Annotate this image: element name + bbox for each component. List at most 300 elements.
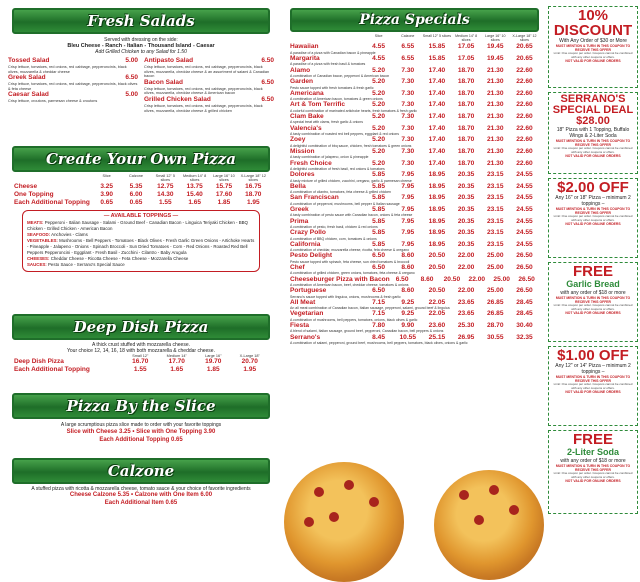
- coupon-tiny: Limit: One coupon per order. Coupons cannot be combined with any other coupons or offers.: [553, 471, 633, 479]
- special-price: 25.15: [428, 333, 446, 341]
- toppings-row: [27, 262, 255, 268]
- row-name: Each Additional Topping: [14, 198, 90, 206]
- special-price: 18.95: [428, 240, 446, 248]
- special-price: 18.95: [428, 171, 446, 179]
- special-name: Crazy Pollo: [290, 229, 326, 237]
- price-row: [14, 199, 268, 207]
- price: 15.75: [215, 182, 233, 190]
- coupon-tiny: Limit: One coupon per order. Coupons cannot be combined with any other coupons or offers.: [553, 146, 633, 154]
- toppings-label: SAUCES:: [27, 261, 47, 267]
- menu-item: [144, 79, 274, 96]
- item-price: 5.00: [125, 57, 138, 64]
- special-name: Fresh Choice: [290, 159, 332, 167]
- special-price: 5.85: [372, 205, 385, 213]
- toppings-title: — AVAILABLE TOPPINGS —: [103, 212, 179, 219]
- special-item: [290, 276, 539, 288]
- price: 12.75: [157, 182, 174, 190]
- special-item: [290, 194, 539, 206]
- special-price: 19.45: [487, 43, 504, 51]
- special-desc: A delightful combination of fresh basil, red onions & tomatoes: [290, 166, 385, 171]
- special-price: 17.40: [428, 66, 446, 74]
- special-price: 22.60: [516, 159, 533, 167]
- specials-title: Pizza Specials: [359, 12, 470, 28]
- specials-table: [284, 34, 545, 345]
- special-price: 17.05: [457, 55, 475, 63]
- special-price: 22.60: [516, 136, 533, 144]
- special-price: 18.70: [457, 124, 475, 132]
- toppings-text: Pepperoni - Italian Sausage - Salami - Ground Beef - Canadian Bacon - Linguica Teriyaki Chicken - BBQ Chicken - Grilled Chicken - American Bacon: [27, 219, 248, 231]
- price: 1.85: [206, 366, 220, 374]
- special-price: 7.30: [401, 66, 415, 74]
- special-name: Zoey: [290, 136, 306, 144]
- toppings-row: [27, 238, 255, 256]
- special-name: Mission: [290, 147, 315, 155]
- special-price: 25.00: [487, 252, 504, 260]
- left-column: [0, 0, 282, 518]
- price: 1.85: [217, 198, 231, 206]
- col-head: Calzone: [401, 34, 415, 38]
- special-price: 28.70: [487, 322, 504, 330]
- special-price: 8.60: [401, 263, 415, 271]
- coupon-tiny: Limit: One coupon per order. Coupons cannot be combined with any other coupons or offers.: [553, 382, 633, 390]
- special-desc: A combination of mushrooms, bell peppers, tomatoes, onions, black olives & garlic: [290, 317, 418, 322]
- coupon[interactable]: [548, 6, 638, 88]
- toppings-text: Cheddar Cheese - Ricotta Cheese - Feta Cheese - Mozzarella Cheese: [50, 255, 189, 261]
- special-item: [290, 241, 539, 253]
- calzone-section: [0, 458, 282, 507]
- item-name: Greek Salad: [8, 74, 46, 82]
- special-price: 7.30: [401, 113, 415, 121]
- deepdish-grid: [0, 354, 282, 374]
- specials-rows: [290, 43, 539, 345]
- special-price: 25.00: [487, 287, 504, 295]
- special-price: 17.40: [428, 159, 446, 167]
- salads-intro-2: Bleu Cheese - Ranch - Italian - Thousand Island - Caesar: [67, 43, 215, 49]
- special-price: 5.20: [372, 113, 385, 121]
- special-price-row: [290, 171, 539, 178]
- special-desc: A combination of grilled chicken, green onions, tomatoes, feta cheese & oregano: [290, 271, 415, 276]
- special-desc: A paradise of a pizza with Canadian bacon & pineapple: [290, 50, 376, 55]
- special-name: Chef: [290, 263, 305, 271]
- special-price: 30.40: [516, 322, 533, 330]
- coupon-item: Garlic Bread: [566, 279, 620, 289]
- coupon-fine: MUST MENTION & TURN IN THIS COUPON TO RECEIVE THIS OFFER: [555, 139, 631, 147]
- special-price: 20.35: [457, 217, 475, 225]
- special-price: 18.70: [457, 78, 475, 86]
- special-price: 6.50: [372, 287, 385, 295]
- special-price-row: [290, 101, 539, 108]
- special-price: 26.50: [518, 275, 535, 283]
- special-desc: A tasty combination of jalapeno, onion & pineapple: [290, 155, 369, 160]
- special-price: 7.30: [401, 78, 415, 86]
- price: 16.70: [132, 358, 149, 366]
- coupon-foot: NOT VALID FOR ONLINE ORDERS: [565, 222, 621, 227]
- row-name: Cheese: [14, 182, 38, 190]
- special-desc: A combination of Canadian bacon, pepperoni & American bacon: [290, 74, 390, 79]
- special-price: 32.35: [516, 333, 533, 341]
- special-price: 7.80: [372, 322, 385, 330]
- special-price: 23.15: [487, 194, 504, 202]
- special-desc: A tasty mixture of grilled chicken, zucchini, oregano, garlic & parmesan cheese: [290, 178, 412, 183]
- deepdish-intro-2: Your choice 12, 14, 16, 18 with both mozzarella & cheddar cheese.: [67, 348, 215, 354]
- special-price: 7.95: [401, 240, 415, 248]
- special-price: 18.70: [457, 101, 475, 109]
- special-desc: A combination of salami, pepperoni, ground beef, mushrooms, bell peppers, tomatoes, black olives, onions & garlic: [290, 341, 468, 346]
- special-price: 7.30: [401, 159, 415, 167]
- coupon[interactable]: [548, 346, 638, 426]
- price-row: [14, 358, 268, 366]
- special-price: 26.50: [516, 263, 533, 271]
- coupon-sub: Any 12" or 14" Pizza – minimum 2 toppings –: [555, 363, 631, 375]
- special-price: 8.60: [420, 275, 434, 283]
- special-desc: A tasty combination of pesto sauce with Canadian bacon, onions & feta cheese: [290, 213, 413, 218]
- special-price: 7.95: [401, 182, 415, 190]
- price: 1.55: [133, 366, 147, 374]
- item-desc: Crisp lettuce, tomatoes, red onions, red cabbage, pepperoncinis, black olives, mozzarella & cheddar cheese: [8, 65, 127, 74]
- toppings-text: Anchovies - Clams: [51, 231, 88, 237]
- special-price: 7.15: [372, 310, 385, 318]
- special-price: 22.00: [468, 275, 486, 283]
- special-price: 24.55: [516, 240, 533, 248]
- special-price-row: [290, 183, 539, 190]
- special-price: 5.20: [372, 66, 385, 74]
- special-price: 28.45: [516, 310, 533, 318]
- price: 1.65: [188, 198, 201, 206]
- coupon-foot: NOT VALID FOR ONLINE ORDERS: [565, 390, 621, 395]
- create-grid: [0, 172, 282, 207]
- special-price: 18.70: [457, 136, 475, 144]
- special-item: [290, 206, 539, 218]
- special-price: 6.50: [372, 252, 385, 260]
- special-price: 18.95: [428, 194, 446, 202]
- special-price: 25.00: [493, 275, 510, 283]
- special-name: Art & Tom Terrific: [290, 101, 346, 109]
- special-desc: Serrano's sauce topped with linguica, onions, mushrooms & fresh garlic: [290, 294, 401, 299]
- deepdish-intro: [0, 342, 282, 354]
- special-price-row: [290, 241, 539, 248]
- special-price: 24.55: [516, 182, 533, 190]
- special-price-row: [290, 148, 539, 155]
- coupon-foot: NOT VALID FOR ONLINE ORDERS: [565, 479, 621, 484]
- special-price-row: [290, 55, 539, 62]
- coupon-headline: FREE: [572, 263, 613, 280]
- special-item: [290, 171, 539, 183]
- special-price: 7.95: [401, 229, 415, 237]
- special-price: 21.30: [487, 89, 504, 97]
- slice-line-1: Slice with Cheese 3.25 • Slice with One Topping 3.90: [66, 429, 216, 435]
- special-price: 18.95: [428, 229, 446, 237]
- special-price: 21.30: [487, 66, 504, 74]
- calzone-line-2: Each Additional Item 0.65: [104, 499, 178, 506]
- special-name: Cheeseburger Pizza with Bacon: [290, 275, 390, 283]
- price: 19.70: [205, 358, 222, 366]
- special-price: 23.15: [487, 171, 504, 179]
- special-price: 21.30: [487, 78, 504, 86]
- special-price: 24.55: [516, 194, 533, 202]
- slice-line-2: Each Additional Topping 0.65: [99, 437, 183, 443]
- coupon-foot: NOT VALID FOR ONLINE ORDERS: [565, 154, 621, 159]
- special-price: 22.05: [428, 298, 446, 306]
- special-name: Greek: [290, 205, 309, 213]
- special-price: 4.55: [372, 43, 385, 51]
- special-price: 21.30: [487, 113, 504, 121]
- row-name: Each Additional Topping: [14, 366, 90, 374]
- col-head: Slice: [102, 174, 111, 178]
- special-price: 20.50: [428, 263, 446, 271]
- coupon-fine: MUST MENTION & TURN IN THIS COUPON TO RECEIVE THIS OFFER: [555, 464, 631, 472]
- special-name: Prima: [290, 217, 309, 225]
- coupon-tiny: Limit: One coupon per order. Coupons cannot be combined with any other coupons or offers.: [553, 51, 633, 59]
- special-price: 18.70: [457, 66, 475, 74]
- special-price: 7.15: [372, 298, 385, 306]
- price: 6.00: [129, 190, 143, 198]
- special-price: 18.70: [457, 89, 475, 97]
- special-price: 20.50: [443, 275, 461, 283]
- special-price: 15.85: [428, 55, 446, 63]
- price: 0.65: [129, 198, 143, 206]
- coupon-item: 2-Liter Soda: [566, 447, 619, 457]
- menu-item: [8, 57, 138, 74]
- coupon-tiny: Limit: One coupon per order. Coupons cannot be combined with any other coupons or offers.: [553, 303, 633, 311]
- special-price: 22.00: [457, 287, 475, 295]
- special-desc: A paradise of a pizza with fresh basil & tomatoes: [290, 62, 366, 67]
- toppings-label: SEAFOOD:: [27, 231, 51, 237]
- coupon-headline: 10% DISCOUNT: [553, 7, 633, 39]
- special-name: Vegetarian: [290, 310, 324, 318]
- item-price: 6.50: [261, 57, 274, 64]
- coupon-headline: $1.00 OFF: [557, 347, 629, 364]
- deepdish-banner: [12, 314, 270, 340]
- special-price-row: [290, 194, 539, 201]
- menu-item: [144, 96, 274, 113]
- special-item: [290, 125, 539, 137]
- salads-section: [0, 8, 282, 113]
- salads-intro-1: Served with dressing on the side:: [104, 37, 178, 43]
- special-price: 4.55: [372, 55, 385, 63]
- special-price: 7.30: [401, 101, 415, 109]
- special-price: 23.15: [487, 229, 504, 237]
- special-price-row: [290, 252, 539, 259]
- item-desc: Crisp lettuce, tomatoes, red onions, red cabbage, pepperoncinis, black olives & feta cheese: [8, 82, 138, 91]
- toppings-row: [27, 220, 255, 232]
- special-price: 20.65: [516, 55, 533, 63]
- coupons-column: [546, 0, 640, 518]
- special-price: 9.90: [401, 322, 415, 330]
- col-head: Slice: [374, 34, 383, 38]
- special-price: 22.05: [428, 310, 446, 318]
- special-price: 22.60: [516, 78, 533, 86]
- special-price: 5.85: [372, 171, 385, 179]
- special-price: 28.45: [516, 298, 533, 306]
- item-name: Tossed Salad: [8, 57, 50, 64]
- special-price: 24.55: [516, 229, 533, 237]
- special-price: 7.30: [401, 147, 415, 155]
- special-item: [290, 148, 539, 160]
- special-name: Hawaiian: [290, 43, 319, 51]
- price: 16.75: [245, 182, 262, 190]
- special-price: 26.50: [516, 252, 533, 260]
- specials-banner: [290, 8, 539, 32]
- col-head: Large 16" 10 slices: [213, 174, 235, 183]
- pizza-image: [284, 462, 404, 582]
- special-price: 17.40: [428, 113, 446, 121]
- coupon-sub: 18" Pizza with 1 Topping, Buffalo Wings & 2-Liter Soda: [556, 127, 630, 139]
- special-name: Pesto Delight: [290, 252, 333, 260]
- price-row: [14, 366, 268, 374]
- item-desc: Crisp lettuce, tomatoes, red onions, red cabbage, pepperoncinis, black olives, mozzarella, cheddar cheese & grilled chicken: [144, 103, 263, 113]
- special-name: Alamo: [290, 66, 311, 74]
- coupon[interactable]: [548, 178, 638, 258]
- special-price-row: [290, 78, 539, 85]
- special-price: 20.50: [428, 287, 446, 295]
- special-item: [290, 218, 539, 230]
- special-price: 6.55: [401, 55, 415, 63]
- special-desc: A combination of BBQ chicken, corn, tomatoes & onions: [290, 236, 377, 241]
- price: 0.65: [100, 198, 113, 206]
- special-price: 18.70: [457, 147, 475, 155]
- toppings-label: VEGETABLES:: [27, 237, 58, 243]
- item-desc: Crisp lettuce, tomatoes, red onions, red cabbage, pepperoncinis, black olives, mozzarella, cheddar cheese & American bacon: [144, 86, 263, 96]
- special-price-row: [290, 276, 539, 283]
- special-price: 17.40: [428, 101, 446, 109]
- special-price: 24.55: [516, 205, 533, 213]
- special-price: 8.45: [372, 333, 385, 341]
- calzone-line-1: Cheese Calzone 5.35 • Calzone with One Item 6.00: [69, 492, 213, 498]
- special-price: 6.50: [395, 275, 409, 283]
- salads-intro-3: Add Grilled Chicken to any Salad for 1.50: [95, 49, 187, 55]
- special-item: [290, 229, 539, 241]
- price: 15.40: [186, 190, 203, 198]
- toppings-text: Mushrooms - Bell Peppers - Tomatoes - Black Olives - Fresh Garlic Green Onions - Artichoke Hearts - Pineapple - Jalapeno - Onions - Spinach Broccoli - Sun Dried Tomatoes - Corn - Red Onions - Roasted Red Bell Peppers Pepperoncini - Eggplant - Fresh Basil - Zucchini - Cilantro - Baby Arugula: [27, 237, 255, 255]
- special-price: 15.85: [428, 43, 446, 51]
- special-item: [290, 55, 539, 67]
- salads-intro: [0, 37, 282, 55]
- special-item: [290, 113, 539, 125]
- special-price: 22.60: [516, 124, 533, 132]
- coupon-foot: NOT VALID FOR ONLINE ORDERS: [565, 59, 621, 64]
- special-price: 23.15: [487, 217, 504, 225]
- special-price: 22.00: [457, 252, 475, 260]
- special-price: 17.40: [428, 147, 446, 155]
- calzone-banner: [12, 458, 270, 484]
- specials-head: [290, 34, 539, 42]
- salads-col-right: [144, 57, 274, 113]
- row-name: Deep Dish Pizza: [14, 358, 64, 366]
- col-head: Large 16" 10 slices: [485, 34, 506, 43]
- deepdish-intro-1: A thick crust stuffed with mozzarella cheese.: [91, 342, 190, 348]
- col-head: Small 12": [132, 354, 149, 358]
- toppings-label: CHEESES:: [27, 255, 50, 261]
- special-name: California: [290, 240, 321, 248]
- special-price: 5.20: [372, 147, 385, 155]
- create-section: [0, 146, 282, 272]
- special-price: 8.60: [401, 252, 415, 260]
- special-desc: Pesto sauce topped with fresh tomatoes & fresh garlic: [290, 85, 374, 90]
- special-price: 21.30: [487, 159, 504, 167]
- special-item: [290, 43, 539, 55]
- coupon-sub: with any order of $18 or more: [560, 458, 626, 464]
- special-price-row: [290, 334, 539, 341]
- item-price: 5.00: [125, 91, 138, 99]
- special-price: 21.30: [487, 136, 504, 144]
- menu-item: [144, 57, 274, 79]
- special-price-row: [290, 322, 539, 329]
- coupon[interactable]: [548, 92, 638, 174]
- special-item: [290, 78, 539, 90]
- create-title: Create Your Own Pizza: [45, 150, 237, 168]
- special-name: Fiesta: [290, 322, 310, 330]
- calzone-title: Calzone: [107, 462, 175, 480]
- special-price: 9.25: [401, 310, 415, 318]
- coupon-foot: NOT VALID FOR ONLINE ORDERS: [565, 311, 621, 316]
- special-price: 26.85: [487, 310, 504, 318]
- slice-section: [0, 393, 282, 444]
- special-price: 17.05: [457, 43, 475, 51]
- special-price: 25.00: [487, 263, 504, 271]
- special-price: 6.50: [372, 263, 385, 271]
- special-price: 21.30: [487, 101, 504, 109]
- coupon[interactable]: [548, 430, 638, 514]
- col-head: Medium 14" 8 slices: [183, 174, 207, 183]
- coupon-fine: MUST MENTION & TURN IN THIS COUPON TO RECEIVE THIS OFFER: [555, 207, 631, 215]
- special-item: [290, 67, 539, 79]
- special-item: [290, 252, 539, 264]
- special-price: 23.15: [487, 182, 504, 190]
- special-price: 25.30: [457, 322, 475, 330]
- price: 1.95: [243, 366, 257, 374]
- special-desc: A combination of pepperoni, mushrooms, bell pepper & Italian sausage: [290, 201, 400, 206]
- coupon-fine: MUST MENTION & TURN IN THIS COUPON TO RECEIVE THIS OFFER: [555, 296, 631, 304]
- special-item: [290, 334, 539, 346]
- special-price: 5.85: [372, 229, 385, 237]
- coupon[interactable]: [548, 262, 638, 342]
- special-item: [290, 264, 539, 276]
- special-price: 17.40: [428, 78, 446, 86]
- special-price: 5.20: [372, 101, 385, 109]
- special-price: 24.55: [516, 217, 533, 225]
- special-price-row: [290, 218, 539, 225]
- special-price: 22.60: [516, 101, 533, 109]
- col-head: Medium 14": [166, 354, 187, 358]
- special-price-row: [290, 160, 539, 167]
- price: 3.25: [100, 182, 113, 190]
- price: 1.65: [170, 366, 184, 374]
- salads-title: Fresh Salads: [87, 12, 195, 30]
- price: 18.70: [245, 190, 262, 198]
- special-price: 5.20: [372, 78, 385, 86]
- col-head: Small 12" 5 slices: [422, 34, 452, 38]
- special-desc: Pesto sauce topped with spinach, feta cheese, sun dried tomatoes & broccoli: [290, 259, 410, 264]
- special-price-row: [290, 90, 539, 97]
- col-head: Small 12" 5 slices: [155, 174, 175, 183]
- special-price: 18.70: [457, 159, 475, 167]
- special-price-row: [290, 287, 539, 294]
- special-item: [290, 160, 539, 172]
- item-price: 6.50: [261, 78, 274, 86]
- special-name: Margarita: [290, 55, 320, 63]
- coupon-headline: FREE: [572, 431, 613, 448]
- price: 17.70: [168, 358, 185, 366]
- slice-title: Pizza By the Slice: [66, 397, 216, 415]
- item-desc: Crisp lettuce, tomatoes, red onions, red cabbage, pepperoncinis, black olives, mozzarella, cheddar cheese & an assortment of salami & Canadian bacon: [144, 65, 270, 79]
- special-price-row: [290, 229, 539, 236]
- special-price: 21.30: [487, 147, 504, 155]
- special-price-row: [290, 206, 539, 213]
- coupon-headline: $2.00 OFF: [557, 179, 629, 196]
- special-price: 5.85: [372, 240, 385, 248]
- special-price: 23.65: [457, 310, 475, 318]
- special-price: 10.55: [399, 333, 417, 341]
